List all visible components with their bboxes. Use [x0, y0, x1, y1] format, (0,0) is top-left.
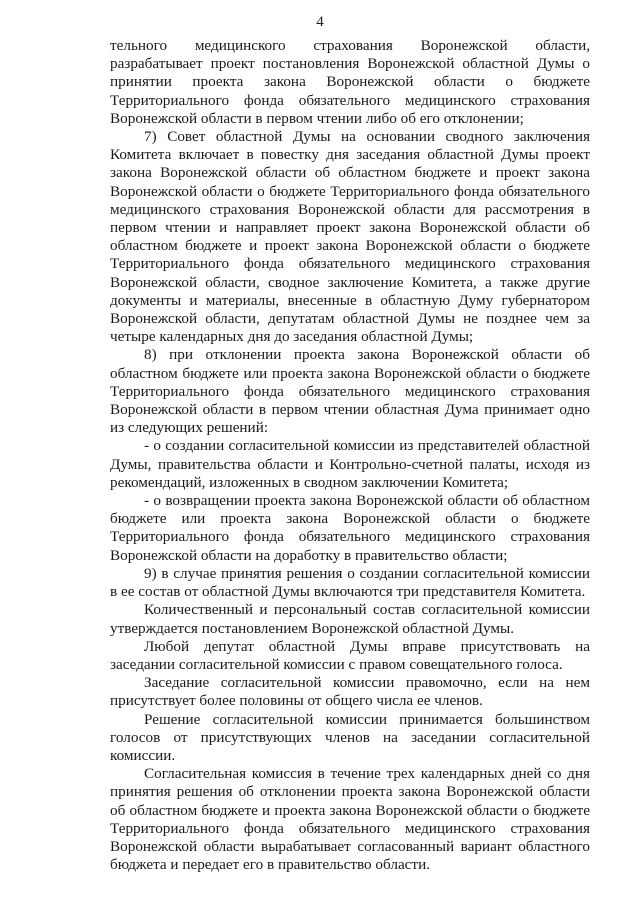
- document-body: [110, 37, 590, 874]
- page-number: 4: [316, 14, 324, 30]
- paragraph-item-9: 9) в случае принятия решения о создании согласительной комиссии в ее состав от областной Думы включаются три представителя Комитета.: [110, 564, 590, 601]
- paragraph-quorum: Заседание согласительной комиссии правомочно, если на нем присутствует более половины от общего числа ее членов.: [110, 674, 590, 710]
- paragraph-deputy-attendance: Любой депутат областной Думы вправе присутствовать на заседании согласительной комиссии с правом совещательного голоса.: [110, 637, 590, 673]
- paragraph-continuation: тельного медицинского страхования Воронежской области, разрабатывает проект постановления Воронежской областной Думы о принятии проекта закона Воронежской области о бюджете Территориального фонда обязательного медицинского страхования Воронежской области в первом чтении либо об его отклонении;: [110, 37, 590, 127]
- paragraph-commission-deadline: Согласительная комиссия в течение трех календарных дней со дня принятия решения об отклонении проекта закона Воронежской области об областном бюджете и проекта закона Воронежской области о бюджете Территориального фонда обязательного медицинского страхования Воронежской области вырабатывает согласованный вариант областного бюджета и передает его в правительство области.: [110, 765, 590, 874]
- paragraph-option-return: - о возвращении проекта закона Воронежской области об областном бюджете или проекта закона Воронежской области о бюджете Территориального фонда обязательного медицинского страхования Воронежской области на доработку в правительство области;: [110, 492, 590, 564]
- paragraph-item-7: 7) Совет областной Думы на основании сводного заключения Комитета включает в повестку дня заседания областной Думы проект закона Воронежской области об областном бюджете и проект закона Воронежской области о бюджете Территориального фонда обязательного медицинского страхования Воронежской области для рассмотрения в первом чтении и направляет проект закона Воронежской области об областном бюджете и проект закона Воронежской области о бюджете Территориального фонда обязательного медицинского страхования Воронежской области, сводное заключение Комитета, а также другие документы и материалы, внесенные в областную Думу губернатором Воронежской области, депутатам областной Думы не позднее чем за четыре календарных дня до заседания областной Думы;: [110, 128, 590, 346]
- paragraph-decision-majority: Решение согласительной комиссии принимается большинством голосов от присутствующих членов на заседании согласительной комиссии.: [110, 710, 590, 764]
- paragraph-commission-composition: Количественный и персональный состав согласительной комиссии утверждается постановлением Воронежской областной Думы.: [110, 601, 590, 637]
- paragraph-option-commission: - о создании согласительной комиссии из представителей областной Думы, правительства области и Контрольно-счетной палаты, исходя из рекомендаций, изложенных в сводном заключении Комитета;: [110, 437, 590, 491]
- paragraph-item-8: 8) при отклонении проекта закона Воронежской области об областном бюджете или проекта закона Воронежской области о бюджете Территориального фонда обязательного медицинского страхования Воронежской области в первом чтении областная Дума принимает одно из следующих решений:: [110, 346, 590, 437]
